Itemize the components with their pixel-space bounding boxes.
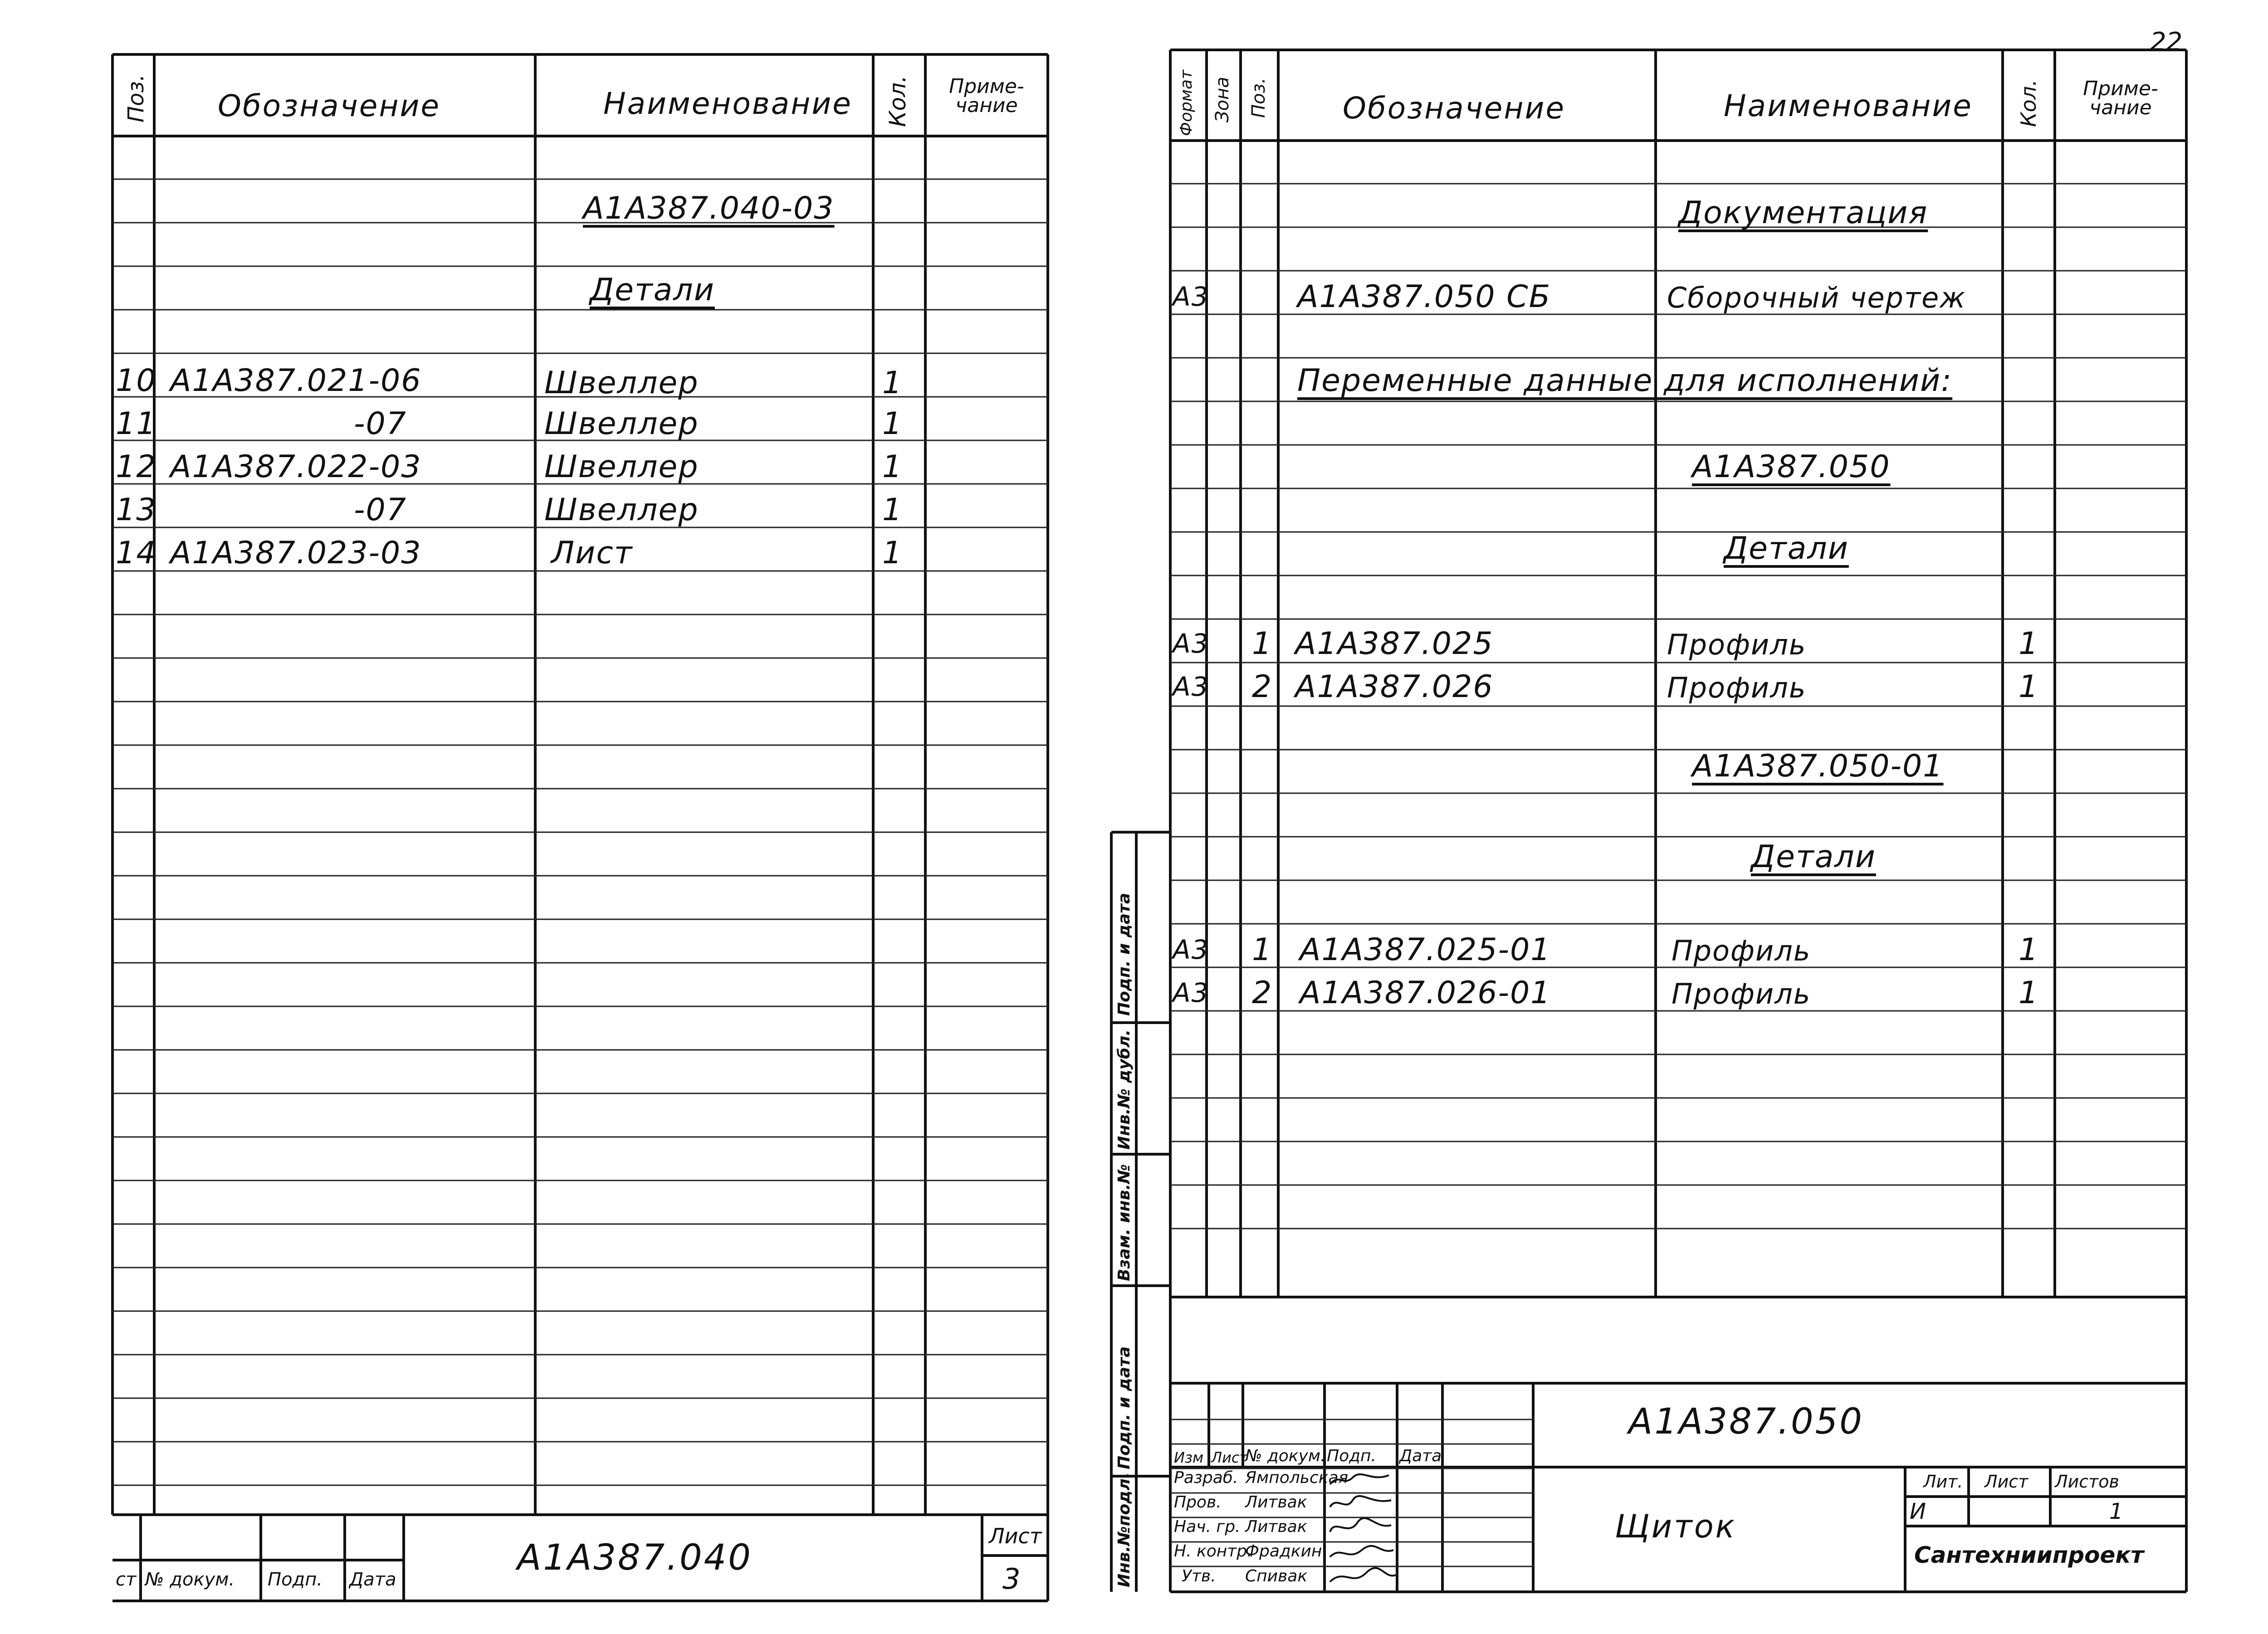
side-stamp-inv-dup: Инв.№ дубл. [1115, 1029, 1134, 1150]
left-spec-sheet [0, 0, 1089, 1634]
tb-sheet-number: 3 [1002, 1562, 1021, 1595]
tb-col-date: Дата [1399, 1447, 1442, 1465]
row-pos: 10 [116, 363, 157, 399]
right-spec-sheet [1107, 0, 2268, 1634]
signatures [1325, 1468, 1397, 1592]
row-pos: 1 [1252, 626, 1273, 662]
role-label: Пров. [1174, 1493, 1222, 1512]
row-designation: -07 [354, 406, 407, 442]
row-pos: 14 [116, 535, 157, 571]
side-stamp-replaced: Взам. инв.№ [1115, 1164, 1134, 1281]
row-designation: А1А387.021-06 [170, 363, 422, 399]
row-qty: 1 [882, 406, 903, 442]
row-pos: 2 [1252, 669, 1273, 705]
row-name: Швеллер [544, 406, 699, 442]
right-document-code: А1А387.050 [1628, 1401, 1864, 1442]
section-variant-title: А1А387.040-03 [583, 190, 835, 226]
row-pos: 1 [1252, 932, 1273, 968]
section-documentation: Документация [1678, 195, 1928, 231]
row-designation: А1А387.026 [1295, 669, 1494, 705]
tb-col-list: Лист [1211, 1449, 1248, 1466]
assembly-format: А3 [1173, 281, 1209, 312]
col-header-pos: Поз. [1248, 78, 1269, 118]
tb-lit-value: И [1910, 1499, 1926, 1524]
side-stamp-sign-date-2: Подп. и дата [1115, 893, 1134, 1016]
col-header-pos: Поз. [123, 74, 149, 122]
tb-sheet-label: Лист [989, 1524, 1042, 1548]
organization-name: Сантехниипроект [1914, 1542, 2144, 1568]
tb-sheets-value: 1 [2109, 1499, 2123, 1524]
col-header-designation: Обозначение [218, 88, 440, 123]
col-header-qty: Кол. [2016, 79, 2041, 127]
row-name: Швеллер [544, 449, 699, 485]
row-qty: 1 [882, 492, 903, 528]
col-header-zone: Зона [1212, 77, 1233, 122]
row-name: Швеллер [544, 492, 699, 528]
tb-col-sign: Подп. [1327, 1447, 1376, 1465]
col-header-designation: Обозначение [1343, 91, 1565, 126]
col-header-name: Наименование [1724, 88, 1973, 123]
tb-col-sign: Подп. [268, 1569, 323, 1590]
side-stamp-inv-orig: Инв.№подл. [1115, 1472, 1134, 1587]
variable-data-title: Переменные данные для исполнений: [1297, 363, 1953, 399]
tb-col-doc: № докум. [1245, 1447, 1326, 1465]
role-name: Спивак [1245, 1567, 1308, 1585]
col-header-note: Приме- чание [2083, 77, 2158, 119]
row-format: А3 [1173, 671, 1209, 702]
role-label: Н. контр. [1174, 1542, 1252, 1561]
role-name: Ямпольская [1245, 1468, 1349, 1487]
side-stamp-sign-date-1: Подп. и дата [1115, 1346, 1134, 1469]
left-grid-lines [0, 0, 1089, 1634]
row-designation: -07 [354, 492, 407, 528]
row-qty: 1 [2019, 626, 2039, 662]
row-pos: 11 [116, 406, 157, 442]
row-designation: А1А387.026-01 [1300, 975, 1551, 1011]
row-name: Швеллер [544, 365, 699, 401]
col-header-note: Приме- чание [949, 75, 1024, 117]
tb-lit-label: Лит. [1923, 1472, 1963, 1492]
role-label: Утв. [1182, 1567, 1216, 1585]
row-format: А3 [1173, 977, 1209, 1008]
tb-sheet-label: Лист [1984, 1472, 2028, 1492]
page-number: 22 [2150, 27, 2183, 57]
row-name: Профиль [1672, 977, 1811, 1010]
tb-col-sheet: ст [116, 1569, 137, 1590]
section-parts-title: Детали [590, 272, 715, 308]
row-designation: А1А387.023-03 [170, 535, 422, 571]
row-pos: 12 [116, 449, 157, 485]
role-name: Литвак [1245, 1493, 1307, 1512]
col-header-format: Формат [1177, 69, 1196, 136]
row-pos: 13 [116, 492, 157, 528]
role-label: Нач. гр. [1174, 1517, 1241, 1536]
row-pos: 2 [1252, 975, 1273, 1011]
tb-sheets-label: Листов [2055, 1472, 2119, 1492]
product-title: Щиток [1615, 1508, 1736, 1545]
row-qty: 1 [2019, 669, 2039, 705]
row-name: Профиль [1667, 628, 1807, 661]
tb-col-doc: № докум. [145, 1569, 235, 1590]
role-label: Разраб. [1174, 1468, 1238, 1487]
row-qty: 1 [2019, 932, 2039, 968]
role-name: Фрадкин [1245, 1542, 1322, 1561]
variant-2-title: А1А387.050-01 [1692, 748, 1944, 784]
row-designation: А1А387.025-01 [1300, 932, 1551, 968]
row-designation: А1А387.022-03 [170, 449, 422, 485]
col-header-name: Наименование [603, 86, 852, 121]
variant-1-title: А1А387.050 [1692, 449, 1891, 485]
row-designation: А1А387.025 [1295, 626, 1494, 662]
row-qty: 1 [882, 535, 903, 571]
row-name: Профиль [1667, 671, 1807, 704]
assembly-designation: А1А387.050 СБ [1297, 279, 1551, 315]
row-qty: 1 [2019, 975, 2039, 1011]
left-document-code: А1А387.040 [517, 1537, 753, 1578]
right-grid-lines [1107, 0, 2268, 1634]
row-name: Лист [551, 535, 633, 571]
assembly-name: Сборочный чертеж [1667, 281, 1966, 314]
row-format: А3 [1173, 934, 1209, 965]
col-header-qty: Кол. [885, 75, 911, 127]
variant-2-parts: Детали [1751, 839, 1876, 875]
variant-1-parts: Детали [1724, 531, 1849, 566]
tb-col-date: Дата [349, 1569, 396, 1590]
tb-col-izm: Изм [1174, 1449, 1204, 1466]
role-name: Литвак [1245, 1517, 1307, 1536]
row-qty: 1 [882, 365, 903, 401]
row-format: А3 [1173, 628, 1209, 659]
row-qty: 1 [882, 449, 903, 485]
row-name: Профиль [1672, 934, 1811, 967]
